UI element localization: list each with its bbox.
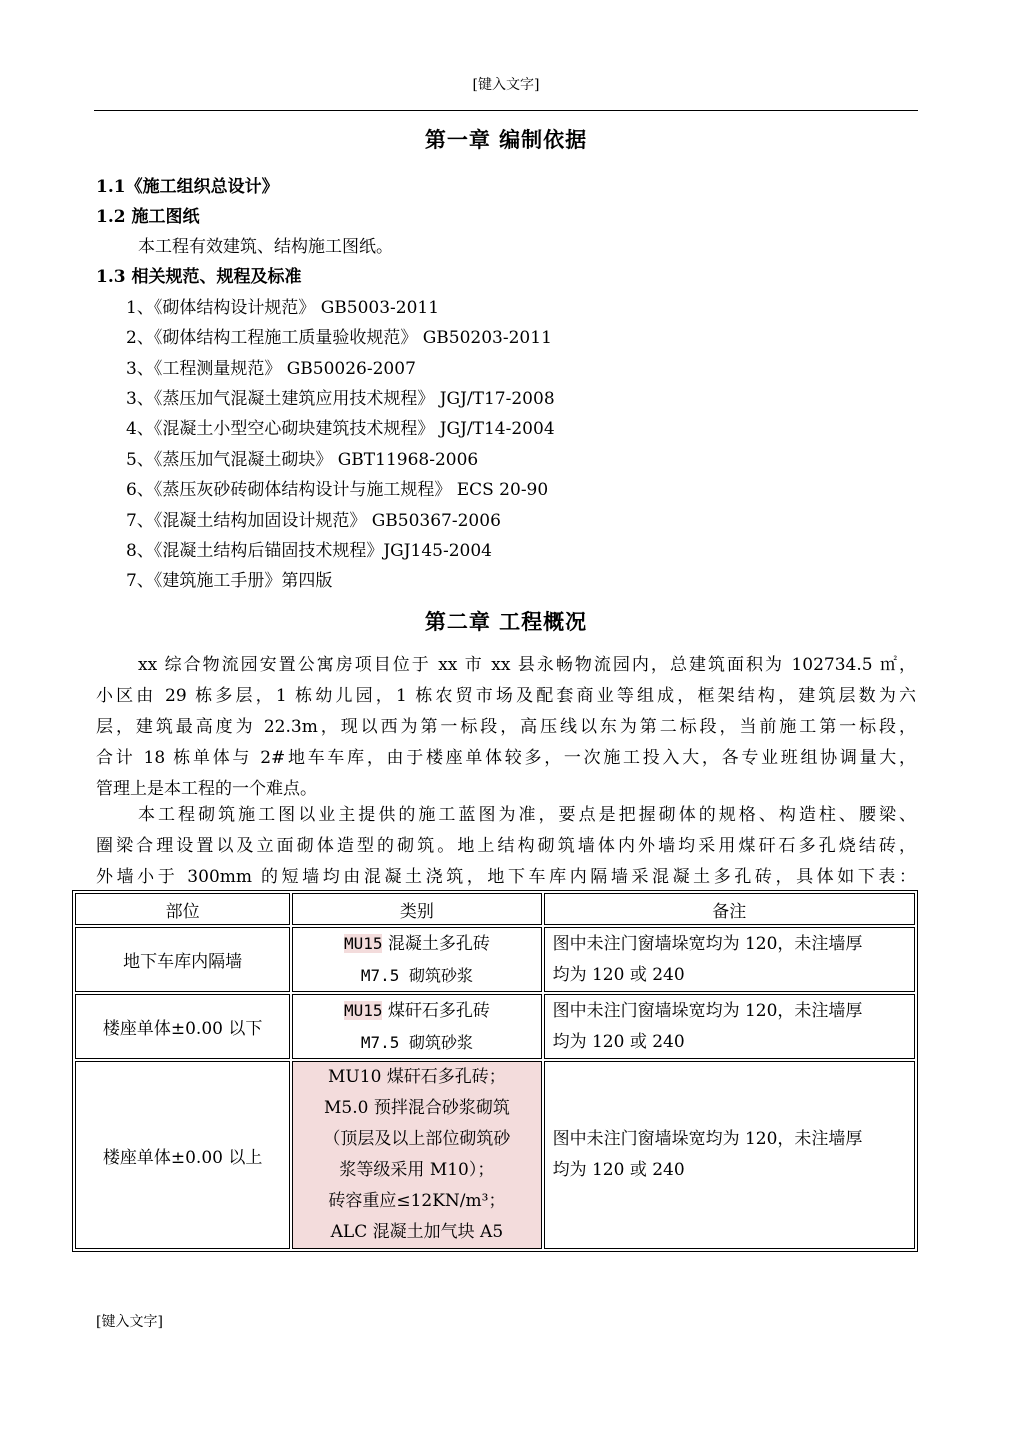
- category-line: ALC 混凝土加气块 A5: [330, 1222, 504, 1242]
- cell-category: [292, 994, 541, 1059]
- category-text: 煤矸石多孔砖: [382, 1001, 490, 1021]
- page-header: [键入文字]: [472, 77, 540, 93]
- cell-note: [544, 1061, 915, 1249]
- ref-item: 3、《工程测量规范》 GB50026-2007: [126, 359, 416, 379]
- table-row: [75, 1061, 915, 1249]
- paragraph-line: 小区由 29 栋多层，1 栋幼儿园，1 栋农贸市场及配套商业等组成，框架结构，建筑层数为六: [96, 686, 916, 706]
- section-1-3: 1.3 相关规范、规程及标准: [96, 267, 302, 287]
- category-text: 混凝土多孔砖: [382, 934, 490, 954]
- note-line: 图中未注门窗墙垛宽均为 120，未注墙厚: [552, 1129, 863, 1149]
- table-row: [75, 994, 915, 1059]
- paragraph-line: 外墙小于 300mm 的短墙均由混凝土浇筑，地下车库内隔墙采混凝土多孔砖，具体如下表：: [96, 867, 916, 887]
- ref-item: 6、《蒸压灰砂砖砌体结构设计与施工规程》 ECS 20-90: [126, 480, 549, 500]
- page-footer: [键入文字]: [96, 1314, 163, 1330]
- category-line: MU10 煤矸石多孔砖；: [328, 1067, 506, 1087]
- ref-item: 8、《混凝土结构后锚固技术规程》JGJ145-2004: [126, 541, 492, 561]
- ref-item: 5、《蒸压加气混凝土砌块》 GBT11968-2006: [126, 450, 479, 470]
- header-rule: [94, 110, 918, 111]
- grade-highlight: MU15: [343, 934, 383, 953]
- paragraph-line: 圈梁合理设置以及立面砌体造型的砌筑。地上结构砌筑墙体内外墙均采用煤矸石多孔烧结砖，: [96, 836, 916, 856]
- ref-item: 2、《砌体结构工程施工质量验收规范》 GB50203-2011: [126, 328, 552, 348]
- ref-item: 7、《混凝土结构加固设计规范》 GB50367-2006: [126, 511, 501, 531]
- category-line: 砖容重应≤12KN/m³；: [328, 1191, 506, 1211]
- masonry-spec-table: [72, 890, 918, 1252]
- table-header-row: [75, 893, 915, 925]
- ref-item: 7、《建筑施工手册》第四版: [126, 571, 333, 591]
- cell-location: 楼座单体±0.00 以上: [75, 1061, 290, 1249]
- note-line: 均为 120 或 240: [552, 1160, 685, 1180]
- category-line: 浆等级采用 M10）；: [339, 1160, 495, 1180]
- cell-location: 地下车库内隔墙: [75, 927, 290, 992]
- cell-category-highlighted: [292, 1061, 541, 1249]
- category-line2: M7.5 砌筑砂浆: [360, 1033, 473, 1052]
- cell-note: [544, 927, 915, 992]
- category-line: （顶层及以上部位砌筑砂: [323, 1129, 511, 1149]
- section-1-1: 1.1《施工组织总设计》: [96, 177, 279, 197]
- category-line: M5.0 预拌混合砂浆砌筑: [323, 1098, 510, 1118]
- paragraph-line: 合计 18 栋单体与 2#地车车库，由于楼座单体较多，一次施工投入大，各专业班组协调量大，: [96, 748, 916, 768]
- paragraph-line: 层，建筑最高度为 22.3m，现以西为第一标段，高压线以东为第二标段，当前施工第一标段，: [96, 717, 916, 737]
- section-1-2: 1.2 施工图纸: [96, 207, 200, 227]
- category-line2: M7.5 砌筑砂浆: [360, 966, 473, 985]
- ref-item: 4、《混凝土小型空心砌块建筑技术规程》 JGJ/T14-2004: [126, 419, 555, 439]
- ref-item: 1、《砌体结构设计规范》 GB5003-2011: [126, 298, 440, 318]
- header-note: 备注: [544, 893, 915, 925]
- table-row: [75, 927, 915, 992]
- chapter2-title: 第二章 工程概况: [424, 609, 588, 634]
- chapter1-title: 第一章 编制依据: [424, 127, 588, 152]
- header-location: 部位: [75, 893, 290, 925]
- note-line: 图中未注门窗墙垛宽均为 120，未注墙厚: [552, 933, 863, 954]
- paragraph-line: xx 综合物流园安置公寓房项目位于 xx 市 xx 县永畅物流园内，总建筑面积为 102734.5 ㎡，: [138, 655, 916, 675]
- cell-note: [544, 994, 915, 1059]
- note-line: 均为 120 或 240: [552, 1031, 685, 1052]
- note-line: 图中未注门窗墙垛宽均为 120，未注墙厚: [552, 1000, 863, 1021]
- ref-item: 3、《蒸压加气混凝土建筑应用技术规程》 JGJ/T17-2008: [126, 389, 555, 409]
- note-line: 均为 120 或 240: [552, 964, 685, 985]
- paragraph-line: 本工程砌筑施工图以业主提供的施工蓝图为准，要点是把握砌体的规格、构造柱、腰梁、: [138, 805, 916, 825]
- grade-highlight: MU15: [343, 1001, 383, 1020]
- paragraph-line: 管理上是本工程的一个难点。: [96, 779, 317, 799]
- cell-category: [292, 927, 541, 992]
- section-1-2-text: 本工程有效建筑、结构施工图纸。: [138, 237, 393, 257]
- cell-location: 楼座单体±0.00 以下: [75, 994, 290, 1059]
- header-category: 类别: [292, 893, 541, 925]
